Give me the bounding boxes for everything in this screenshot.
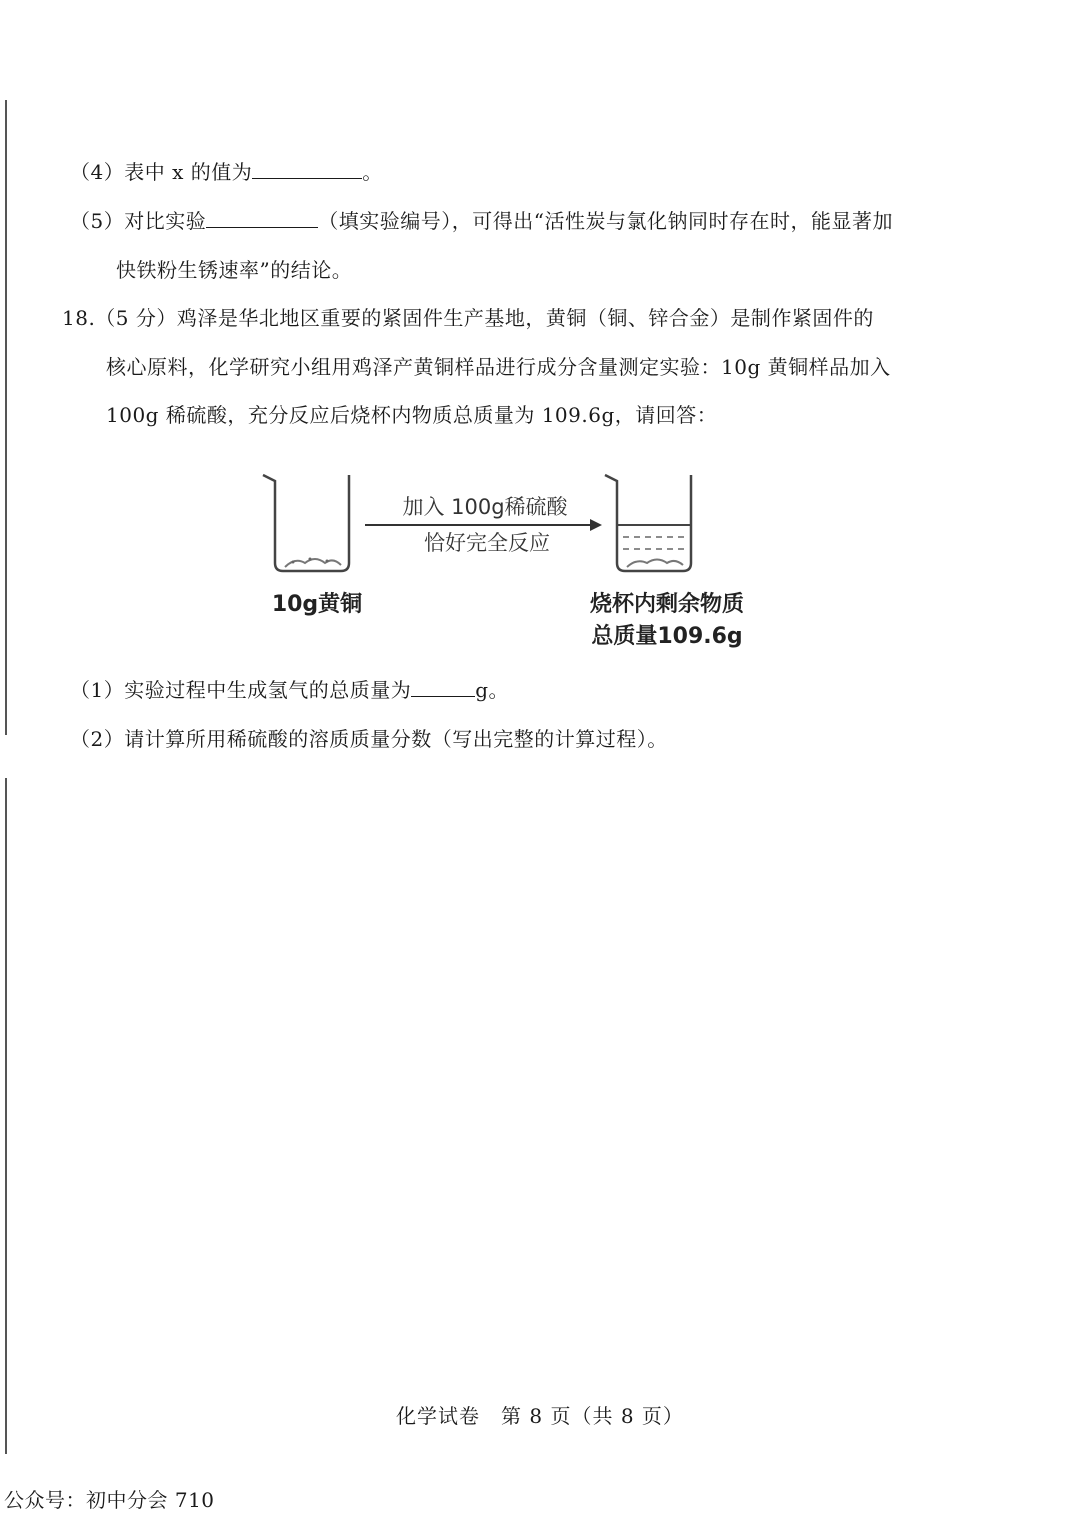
- question-18-line2: [106, 353, 891, 381]
- watermark-label: 公众号：初中分会 710: [4, 1488, 215, 1512]
- experiment-diagram: [255, 445, 765, 660]
- question-18-line1-text: 18.（5 分）鸡泽是华北地区重要的紧固件生产基地，黄铜（铜、锌合金）是制作紧固件的: [62, 306, 874, 330]
- question-18-2: [70, 725, 668, 753]
- arrow-label-top: 加入 100g稀硫酸: [402, 495, 568, 519]
- question-17-4-end: 。: [362, 160, 383, 184]
- question-17-4-label: （4）表中 x 的值为: [70, 160, 253, 184]
- question-17-5: [70, 207, 893, 235]
- question-17-5-label: （5）对比实验: [70, 209, 207, 233]
- question-18-line3: [106, 401, 717, 429]
- answer-blank-hydrogen[interactable]: [411, 676, 475, 697]
- question-18-1-unit: g。: [475, 678, 510, 702]
- question-18-1: [70, 676, 509, 704]
- question-18-line3-text: 100g 稀硫酸，充分反应后烧杯内物质总质量为 109.6g，请回答：: [106, 403, 718, 427]
- answer-blank-experiment[interactable]: [206, 207, 318, 228]
- right-caption-line1: 烧杯内剩余物质: [589, 592, 745, 617]
- question-18-2-label: （2）请计算所用稀硫酸的溶质质量分数（写出完整的计算过程）。: [70, 727, 668, 751]
- left-caption: 10g黄铜: [271, 592, 363, 617]
- question-17-5-line2-text: 快铁粉生锈速率”的结论。: [116, 258, 353, 282]
- question-18-line2-text: 核心原料，化学研究小组用鸡泽产黄铜样品进行成分含量测定实验：10g 黄铜样品加入: [106, 355, 891, 379]
- question-18-1-label: （1）实验过程中生成氢气的总质量为: [70, 678, 412, 702]
- page-number-text: 化学试卷 第 8 页（共 8 页）: [396, 1404, 684, 1428]
- question-17-5-text: （填实验编号），可得出“活性炭与氯化钠同时存在时，能显著加: [318, 209, 893, 233]
- left-margin-rule: [5, 100, 7, 735]
- page-footer: [0, 1402, 1080, 1430]
- question-18-line1: [62, 304, 874, 332]
- answer-blank-x[interactable]: [252, 158, 362, 179]
- arrow-label-bottom: 恰好完全反应: [424, 531, 550, 555]
- right-caption-line2: 总质量109.6g: [591, 624, 743, 649]
- question-17-5-line2: [116, 256, 352, 284]
- question-17-4: [70, 158, 383, 186]
- watermark-text: [4, 1486, 215, 1514]
- left-margin-rule-lower: [5, 778, 7, 1454]
